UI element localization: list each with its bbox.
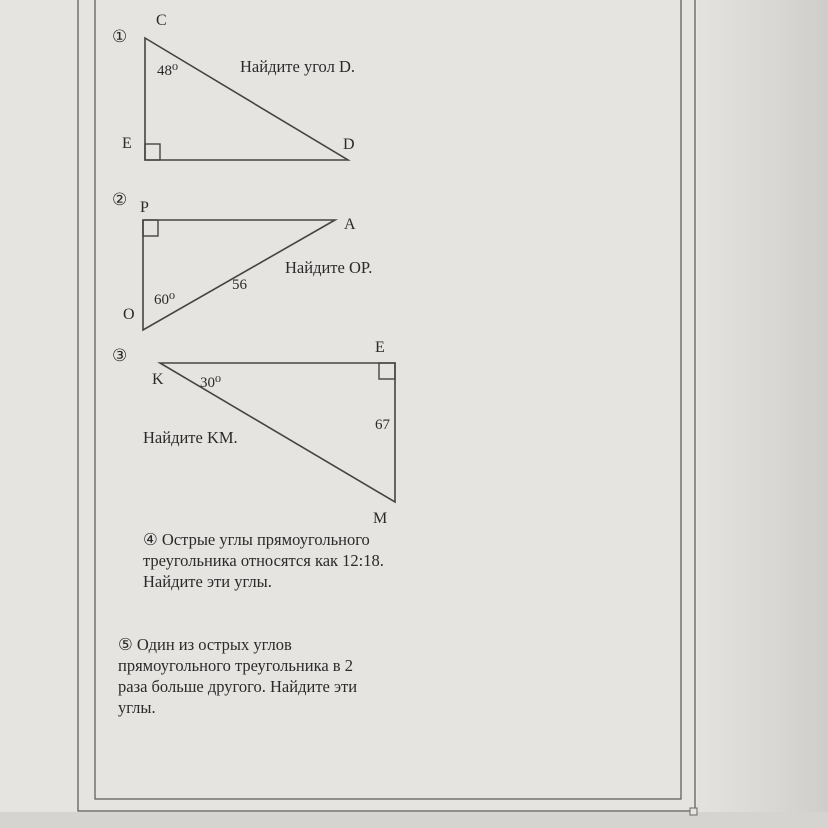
vertex-label-e: E: [375, 339, 385, 356]
task-4-line: ④ Острые углы прямоугольного: [143, 530, 370, 549]
vertex-label-p: P: [140, 199, 149, 216]
task-5-line: углы.: [118, 698, 156, 717]
task-5-line: раза больше другого. Найдите эти: [118, 677, 358, 696]
task-5-line: прямоугольного треугольника в 2: [118, 656, 353, 675]
task-5: [118, 634, 357, 718]
task-2-number: ②: [112, 190, 128, 209]
task-4-line: треугольника относятся как 12:18.: [143, 551, 384, 570]
vertex-label-c: C: [156, 12, 167, 29]
side-label-oa: 56: [232, 277, 247, 293]
angle-label-o: 60⁰: [154, 292, 176, 308]
side-label-em: 67: [375, 417, 390, 433]
task-3-prompt: Найдите KM.: [143, 428, 238, 447]
task-1-number: ①: [112, 27, 128, 46]
vertex-label-o: O: [123, 306, 135, 323]
vertex-label-m: M: [373, 510, 388, 527]
task-3-number: ③: [112, 346, 128, 365]
task-4-line: Найдите эти углы.: [143, 572, 272, 591]
vertex-label-k: K: [152, 371, 164, 388]
angle-label-k: 30⁰: [200, 375, 222, 391]
task-5-line: ⑤ Один из острых углов: [118, 635, 292, 654]
vertex-label-e: E: [122, 135, 132, 152]
task-4: [143, 529, 384, 592]
task-2-prompt: Найдите OP.: [285, 258, 373, 277]
vertex-label-d: D: [343, 136, 355, 153]
vertex-label-a: A: [344, 216, 356, 233]
angle-label-c: 48⁰: [157, 63, 179, 79]
resize-handle[interactable]: [690, 808, 697, 815]
task-1-prompt: Найдите угол D.: [240, 57, 355, 76]
